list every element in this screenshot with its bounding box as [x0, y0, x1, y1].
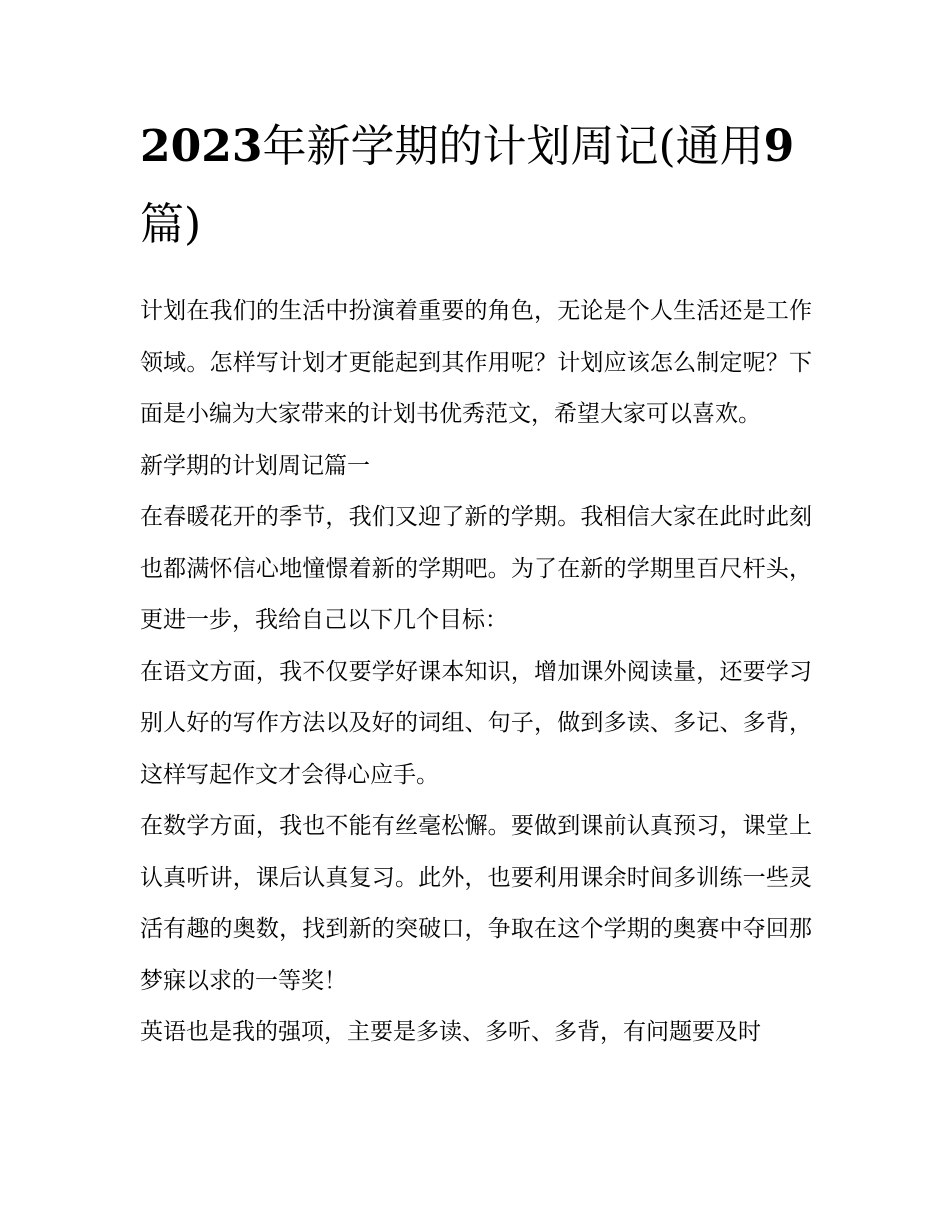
document-page [140, 108, 812, 1059]
paragraph-opening: 在春暖花开的季节，我们又迎了新的学期。我相信大家在此时此刻也都满怀信心地憧憬着新的学期吧。为了在新的学期里百尺杆头，更进一步，我给自己以下几个目标： [140, 504, 812, 633]
section-heading: 新学期的计划周记篇一 [140, 452, 370, 479]
title-count: 9 [763, 121, 795, 172]
paragraph-english: 英语也是我的强项，主要是多读、多听、多背，有问题要及时 [140, 1019, 761, 1045]
paragraph-chinese: 在语文方面，我不仅要学好课本知识，增加课外阅读量，还要学习别人好的写作方法以及好的词组、句子，做到多读、多记、多背，这样写起作文才会得心应手。 [140, 658, 812, 788]
title-middle: 年新学期的计划周记(通用 [262, 121, 764, 172]
document-title [140, 108, 812, 264]
title-end: 篇) [140, 199, 202, 250]
paragraph-math: 在数学方面，我也不能有丝毫松懈。要做到课前认真预习，课堂上认真听讲，课后认真复习。此外，也要利用课余时间多训练一些灵活有趣的奥数，找到新的突破口，争取在这个学期的奥赛中夺回那梦寐以求的一等奖！ [140, 813, 812, 994]
intro-paragraph: 计划在我们的生活中扮演着重要的角色，无论是个人生活还是工作领域。怎样写计划才更能起到其作用呢？计划应该怎么制定呢？下面是小编为大家带来的计划书优秀范文，希望大家可以喜欢。 [140, 298, 812, 427]
title-year: 2023 [140, 121, 263, 172]
